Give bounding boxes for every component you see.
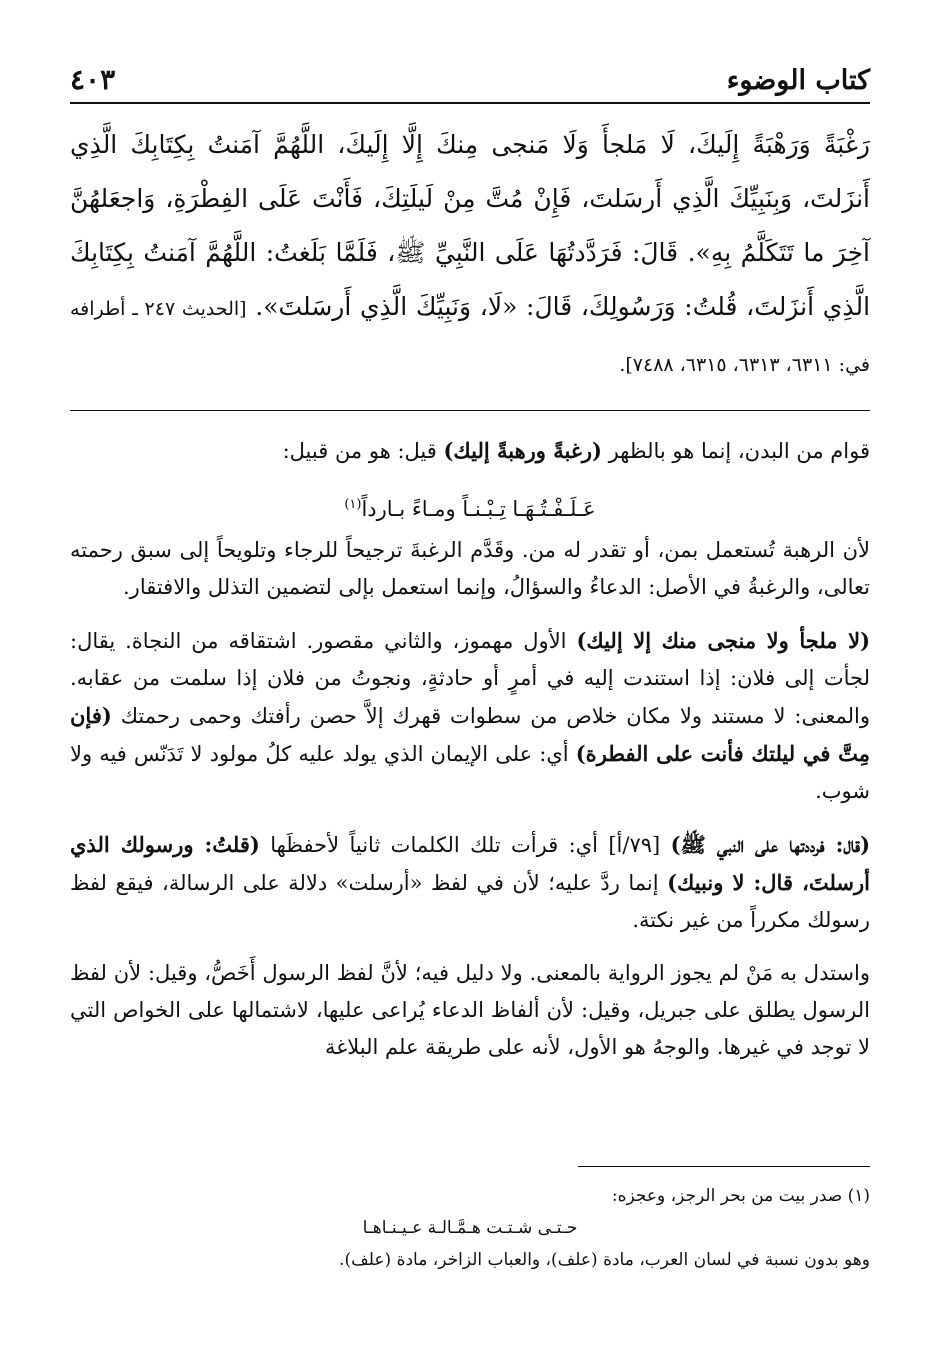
commentary-text: قيل: هو من قبيل: — [282, 439, 444, 463]
footnote-source: وهو بدون نسبة في لسان العرب، مادة (علف)، والعباب الزاخر، مادة (علف). — [339, 1250, 870, 1270]
footnotes — [70, 1180, 870, 1276]
hadith-body: رَغْبَةً وَرَهْبَةً إِلَيكَ، لَا مَلجأَ وَلَا مَنجى مِنكَ إِلَّا إِلَيكَ، اللَّهُمَّ آمَنتُ بِكِتَابِكَ الَّذِي أَنزَلتَ، وَبِنَبِيِّكَ الَّذِي أَرسَلتَ، فَإِنْ مُتَّ مِنْ لَيلَتِكَ، فَأَنْتَ عَلَى الفِطْرَةِ، وَاجعَلهُنَّ آخِرَ ما تَتَكَلَّمُ بِهِ». قَالَ: فَرَدَّدتُهَا عَلَى النَّبِيِّ ﷺ، فَلَمَّا بَلَغتُ: اللَّهُمَّ آمَنتُ بِكِتَابِكَ الَّذِي أَنزَلتَ، قُلتُ: وَرَسُولِكَ، قَالَ: «لَا، وَنَبِيِّكَ الَّذِي أَرسَلتَ». — [70, 130, 871, 321]
verse-text: عَـلَـفْـتُـهَـا تِـبْـنـاً ومـاءً بـارداً — [361, 497, 596, 521]
quoted-phrase: (قال: فرددتها على النبي ﷺ) — [670, 832, 871, 857]
quoted-phrase: (قلتُ: ورسولك الذي أرسلتَ، قال: لا ونبيك) — [70, 832, 871, 895]
poetry-verse — [70, 486, 870, 528]
footnote-verse: حـتـى شـتـت هـمَّـالـة عـيـنـاهـا — [362, 1218, 578, 1238]
quoted-phrase: (رغبةً ورهبةً إليك) — [443, 438, 602, 463]
footnote-marker: (١) — [344, 497, 362, 512]
section-divider — [70, 410, 870, 411]
commentary-text: قوام من البدن، إنما هو بالظهر — [601, 439, 870, 463]
page-header — [70, 52, 870, 104]
commentary — [70, 432, 870, 1082]
footnote-rule — [578, 1166, 870, 1167]
commentary-paragraph: لأن الرهبة تُستعمل بمن، أو تقدر له من. وقَدَّم الرغبةَ ترجيحاً للرجاء وتلويحاً إلى سبق رحمته تعالى، والرغبةُ في الأصل: الدعاءُ والسؤالُ، وإنما استعمل بإلى لتضمين التذلل والافتقار. — [70, 538, 870, 599]
commentary-text: الأول مهموز، والثاني مقصور. اشتقاقه من النجاة. يقال: لجأت إلى فلان: إذا استندت إليه في أمرٍ أو حادثةٍ، ونجوتُ من فلان إذا سلمت من عقابه. والمعنى: لا مستند ولا مكان خلاص من سطوات قهرك إلاَّ حصن رأفتك وحمى رحمتك — [70, 629, 870, 728]
hadith-reference: [الحديث ٢٤٧ ـ أطرافه في: ٦٣١١، ٦٣١٣، ٦٣١٥، ٧٤٨٨]. — [70, 298, 870, 376]
commentary-text: [٧٩/أ] أي: قرأت تلك الكلمات ثانياً لأحفظَها — [259, 833, 671, 857]
commentary-paragraph: واستدل به مَنْ لم يجوز الرواية بالمعنى. ولا دليل فيه؛ لأنَّ لفظ الرسول أَخَصُّ، وقيل: لأن لفظ الرسول يطلق على جبريل، وقيل: لأن ألفاظ الدعاء يُراعى عليها، لاشتمالها على الخواص التي لا توجد في غيرها. والوجهُ هو الأول، لأنه على طريقة علم البلاغة — [70, 961, 870, 1059]
hadith-text — [70, 118, 870, 392]
page-number: ٤٠٣ — [70, 63, 116, 96]
commentary-text: إنما ردَّ عليه؛ لأن في لفظ «أرسلت» دلالة على الرسالة، فيقع لفظ رسولك مكرراً من غير نكتة. — [70, 871, 870, 932]
footnote-1: (١) صدر بيت من بحر الرجز، وعجزه: — [611, 1186, 870, 1206]
commentary-paragraph — [70, 826, 870, 939]
commentary-paragraph — [70, 432, 870, 470]
quoted-phrase: (لا ملجأ ولا منجى منك إلا إليك) — [576, 628, 871, 653]
quoted-phrase: (فإن مِتَّ في ليلتك فأنت على الفطرة) — [70, 703, 871, 766]
commentary-paragraph — [70, 622, 870, 810]
chapter-title: كتاب الوضوء — [726, 65, 870, 96]
commentary-text: أي: على الإيمان الذي يولد عليه كلُ مولود لا تَدَنّس فيه ولا شوب. — [70, 742, 870, 803]
